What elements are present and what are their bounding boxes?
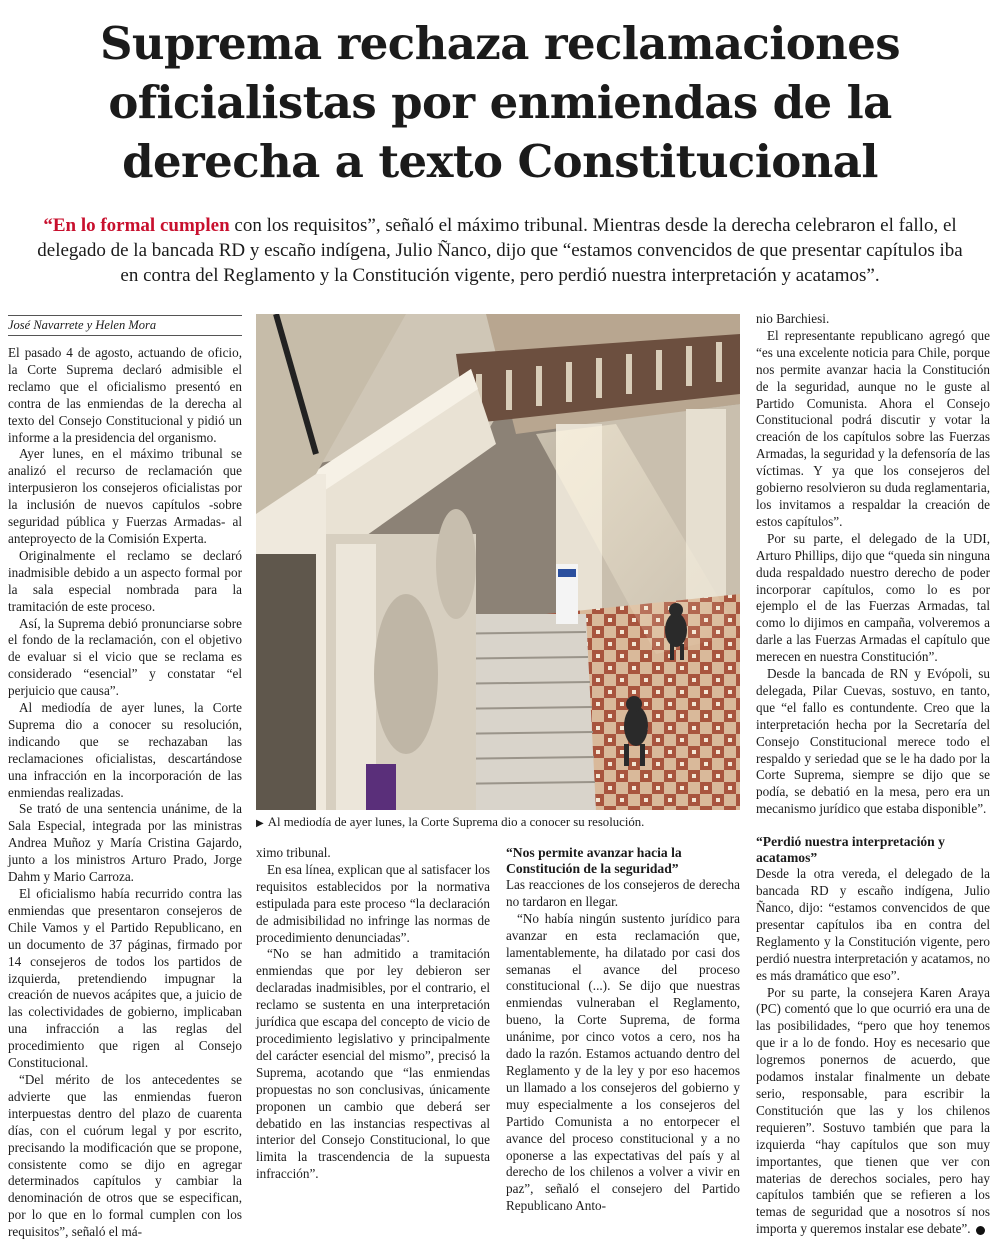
paragraph: El oficialismo había recurrido contra las enmiendas que presentaron consejeros de Chile Vamos y el Partido Republicano, en un documento de 37 páginas, firmado por 14 consejeros de todos los partidos de izquierda, pretendiendo impugnar la creación de nuevos acápites que, a juicio de las colectividades de gobierno, implicaban una infracción a las reglas del procedimiento que rigen al Consejo Constitucional. (8, 886, 242, 1071)
column-4 (756, 311, 990, 1238)
paragraph: Ayer lunes, en el máximo tribunal se analizó el recurso de reclamación que interpusieron los consejeros oficialistas por la inclusión de nuevos capítulos -sobre seguridad pública y Fuerzas Armadas- al anteproyecto de la Comisión Experta. (8, 446, 242, 546)
paragraph: Desde la bancada de RN y Evópoli, su delegada, Pilar Cuevas, sostuvo, en tanto, que “el fallo es contundente. Creo que la interpretación hecha por la Secretaría del Consejo Constitucional merece todo el respaldo y seriedad que se le ha dado por la Corte Suprema, siempre se dijo que se podía, se debatió en la mesa, pero era un mecanismo jurídico que estaba disponible”. (756, 666, 990, 817)
paragraph: ximo tribunal. (256, 845, 331, 860)
end-mark-icon (976, 1226, 985, 1235)
column-2 (256, 845, 490, 1183)
paragraph: El pasado 4 de agosto, actuando de oficio, la Corte Suprema declaró admisible el reclamo que el oficialismo presentó en contra de las enmiendas de la derecha al texto del Consejo Constitucional y pidió un informe a la presidencia del organismo. (8, 345, 242, 445)
paragraph-text: Por su parte, la consejera Karen Araya (PC) comentó que lo que ocurrió era una de las posibilidades, “pero que hoy tenemos que ir a lo de fondo. Hoy es necesario que logremos ponernos de acuerdo, que podamos instalar finalmente un debate serio, responsable, para escribir la Constitución que las y los chilenos requieren”. Sostuvo también que para la izquierda “hay capítulos que son muy importantes, que tienen que ver con materias de derechos sociales, pero hay capítulos también que se refieren a los temas de seguridad que a nosotros sí nos importa y queremos instalar ese debate”. (756, 984, 990, 1237)
staircase-illustration (256, 314, 740, 810)
caption-triangle-icon: ▶ (256, 818, 264, 829)
paragraph: nio Barchiesi. (756, 311, 830, 326)
byline: José Navarrete y Helen Mora (8, 315, 242, 336)
paragraph: El representante republicano agregó que “es una excelente noticia para Chile, porque nos permite avanzar hacia la Constitución de la seguridad, aunque no le guste al Partido Comunista. Ahora el Consejo Constitucional podrá discutir y votar la creación de los capítulos sobre las Fuerzas Armadas, la seguridad y la defensoría de las víctimas. Y ya que los consejeros del gobierno resolvieron su duda reglamentaria, los invitamos a respaldar la creación de estos capítulos”. (756, 327, 990, 529)
paragraph: “No había ningún sustento jurídico para avanzar en esta reclamación que, lamentablemente, ha dilatado por casi dos semanas el avance del proceso constitucional (...). Se dijo que nuestras enmiendas vulneraban el Reglamento, bueno, la Corte Suprema, de forma unánime, por cinco votos a cero, nos ha dado la razón. Estamos actuando dentro del Reglamento y de la ley y por eso hacemos un llamado a los consejeros del gobierno y muy especialmente a los consejeros del Partido Comunista a no entorpecer el avance del proceso constitucional y a no oponerse a las expectativas del país y al derecho de los chilenos a volver a vivir en paz”, señaló el consejero del Partido Republicano Anto- (506, 910, 740, 1214)
paragraph: Se trató de una sentencia unánime, de la Sala Especial, integrada por las ministras Andrea Muñoz y María Cristina Gajardo, junto a los ministros Arturo Prado, Jorge Dahm y Mario Carroza. (8, 801, 242, 885)
supreme-court-photo (256, 314, 740, 810)
paragraph: Las reacciones de los consejeros de derecha no tardaron en llegar. (506, 877, 740, 909)
paragraph: Originalmente el reclamo se declaró inadmisible debido a un aspecto formal por la sala especial nombrada para la tramitación de este proceso. (8, 547, 242, 614)
column-1 (8, 345, 242, 1241)
paragraph: “Del mérito de los antecedentes se advierte que las enmiendas fueron interpuestas dentro del plazo de cuarenta días, con el cuórum legal y por escrito, precisando la modificación que se propone, consistente como se dijo en agregar determinados capítulos y cambiar la denominación de otros que se especifican, por lo que en lo formal cumplen con los requisitos”, señaló el má- (8, 1071, 242, 1240)
paragraph: “No se han admitido a tramitación enmiendas que por ley debieron ser declaradas inadmisibles, por el contrario, el reclamo se sustenta en una interpretación jurídica que escapa del concepto de vicio de procedimiento legislativo y principalmente del carácter esencial del mismo”, precisó la Suprema, acotando que “las enmiendas propuestas no son conclusivas, únicamente proponen un cambio que deberá ser debatido en las instancias respectivas al interior del Consejo Constitucional, lo que limita la trascendencia de la supuesta infracción”. (256, 946, 490, 1182)
subheading: “Perdió nuestra interpretación y acatamos” (756, 834, 945, 866)
caption-text: Al mediodía de ayer lunes, la Corte Suprema dio a conocer su resolución. (267, 815, 645, 829)
subheading: “Nos permite avanzar hacia la Constitución de la seguridad” (506, 845, 682, 876)
deck-text: con los requisitos”, señaló el máximo tribunal. Mientras desde la derecha celebraron el fallo, el delegado de la bancada RD y escaño indígena, Julio Ñanco, dijo que “estamos convencidos de que presentar capítulos iba en contra del Reglamento y la Constitución vigente, pero perdió nuestra interpretación y acatamos”. (37, 215, 963, 286)
deck-highlight: “En lo formal cumplen (43, 215, 230, 236)
paragraph: Al mediodía de ayer lunes, la Corte Suprema dio a conocer su resolución, indicando que se rechazaban las reclamaciones oficialistas, descartándose una infracción en la incorporación de las enmiendas realizadas. (8, 700, 242, 800)
paragraph: Desde la otra vereda, el delegado de la bancada RD y escaño indígena, Julio Ñanco, dijo: “estamos convencidos de que presentar capítulos iba en contra del Reglamento y la Constitución vigente, pero perdió nuestra interpretación y acatamos, no es más dramático que eso”. (756, 866, 990, 983)
paragraph: En esa línea, explican que al satisfacer los requisitos establecidos por la normativa estipulada para este proceso “la declaración de admisibilidad no infringe las normas de procedimiento denunciadas”. (256, 861, 490, 945)
paragraph: Por su parte, el delegado de la UDI, Arturo Phillips, dijo que “queda sin ninguna duda respaldado nuestro derecho de poder incorporar capítulos, como lo es por ejemplo el de las Fuerzas Armadas, tal como lo dijimos en campaña, volveremos a darle a las Fuerzas Armadas el capítulo que merecen en nuestra Constitución”. (756, 530, 990, 665)
paragraph: Así, la Suprema debió pronunciarse sobre el fondo de la reclamación, con el objetivo de evaluar si el vicio que se reclama es considerado “esencial” y constatar “el perjuicio que causa”. (8, 615, 242, 699)
headline: Suprema rechaza reclamaciones oficialistas por enmiendas de la derecha a texto Constitucional (99, 17, 900, 188)
deck (30, 213, 970, 288)
paragraph (756, 985, 990, 1239)
column-3 (506, 845, 740, 1215)
photo-caption (256, 814, 740, 832)
